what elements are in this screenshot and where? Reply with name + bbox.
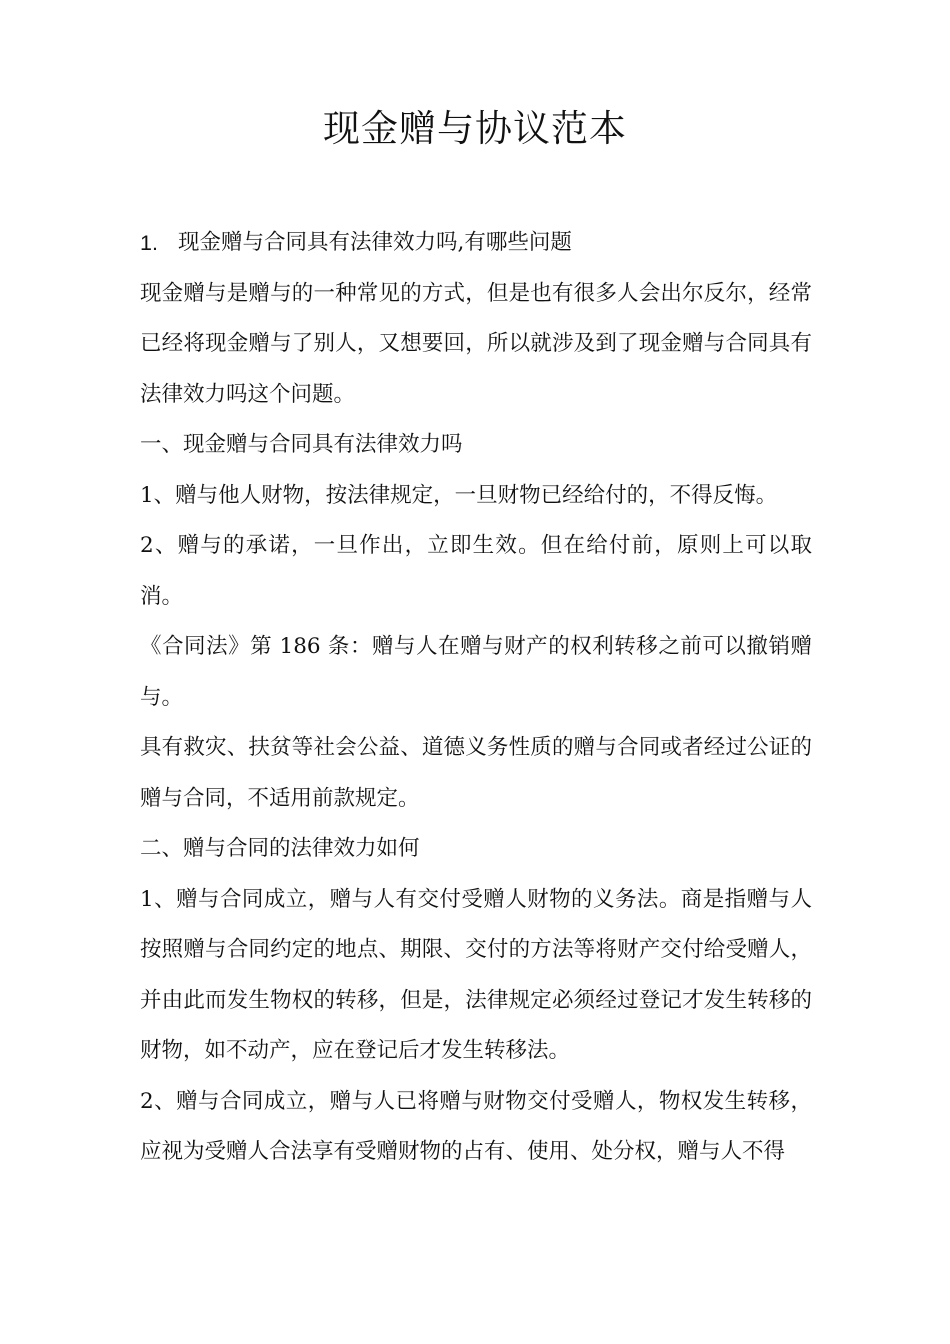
paragraph-exception: 具有救灾、扶贫等社会公益、道德义务性质的赠与合同或者经过公证的赠与合同，不适用前款规定。 — [140, 735, 812, 811]
section-heading-3: 二、赠与合同的法律效力如何 — [140, 836, 420, 861]
heading-text: 现金赠与合同具有法律效力吗,有哪些问题 — [178, 230, 572, 255]
paragraph-effect-1: 1、赠与合同成立，赠与人有交付受赠人财物的义务法。商是指赠与人按照赠与合同约定的地点、期限、交付的方法等将财产交付给受赠人，并由此而发生物权的转移，但是，法律规定必须经过登记才发生转移的财物，如不动产，应在登记后才发生转移法。 — [140, 886, 812, 1063]
intro-paragraph: 现金赠与是赠与的一种常见的方式，但是也有很多人会出尔反尔，经常已经将现金赠与了别人，又想要回，所以就涉及到了现金赠与合同具有法律效力吗这个问题。 — [140, 280, 812, 407]
section-heading-2: 一、现金赠与合同具有法律效力吗 — [140, 432, 463, 457]
heading-number: 1. — [140, 231, 158, 255]
paragraph-item-1: 1、赠与他人财物，按法律规定，一旦财物已经给付的，不得反悔。 — [140, 482, 778, 508]
paragraph-law-citation: 《合同法》第 186 条：赠与人在赠与财产的权利转移之前可以撤销赠与。 — [140, 634, 812, 710]
document-body — [140, 218, 812, 1178]
paragraph-effect-2: 2、赠与合同成立，赠与人已将赠与财物交付受赠人，物权发生转移，应视为受赠人合法享有受赠财物的占有、使用、处分权，赠与人不得 — [140, 1088, 812, 1164]
paragraph-item-2: 2、赠与的承诺，一旦作出，立即生效。但在给付前，原则上可以取消。 — [140, 533, 812, 609]
document-title: 现金赠与协议范本 — [323, 107, 627, 150]
section-heading-1 — [140, 218, 812, 269]
